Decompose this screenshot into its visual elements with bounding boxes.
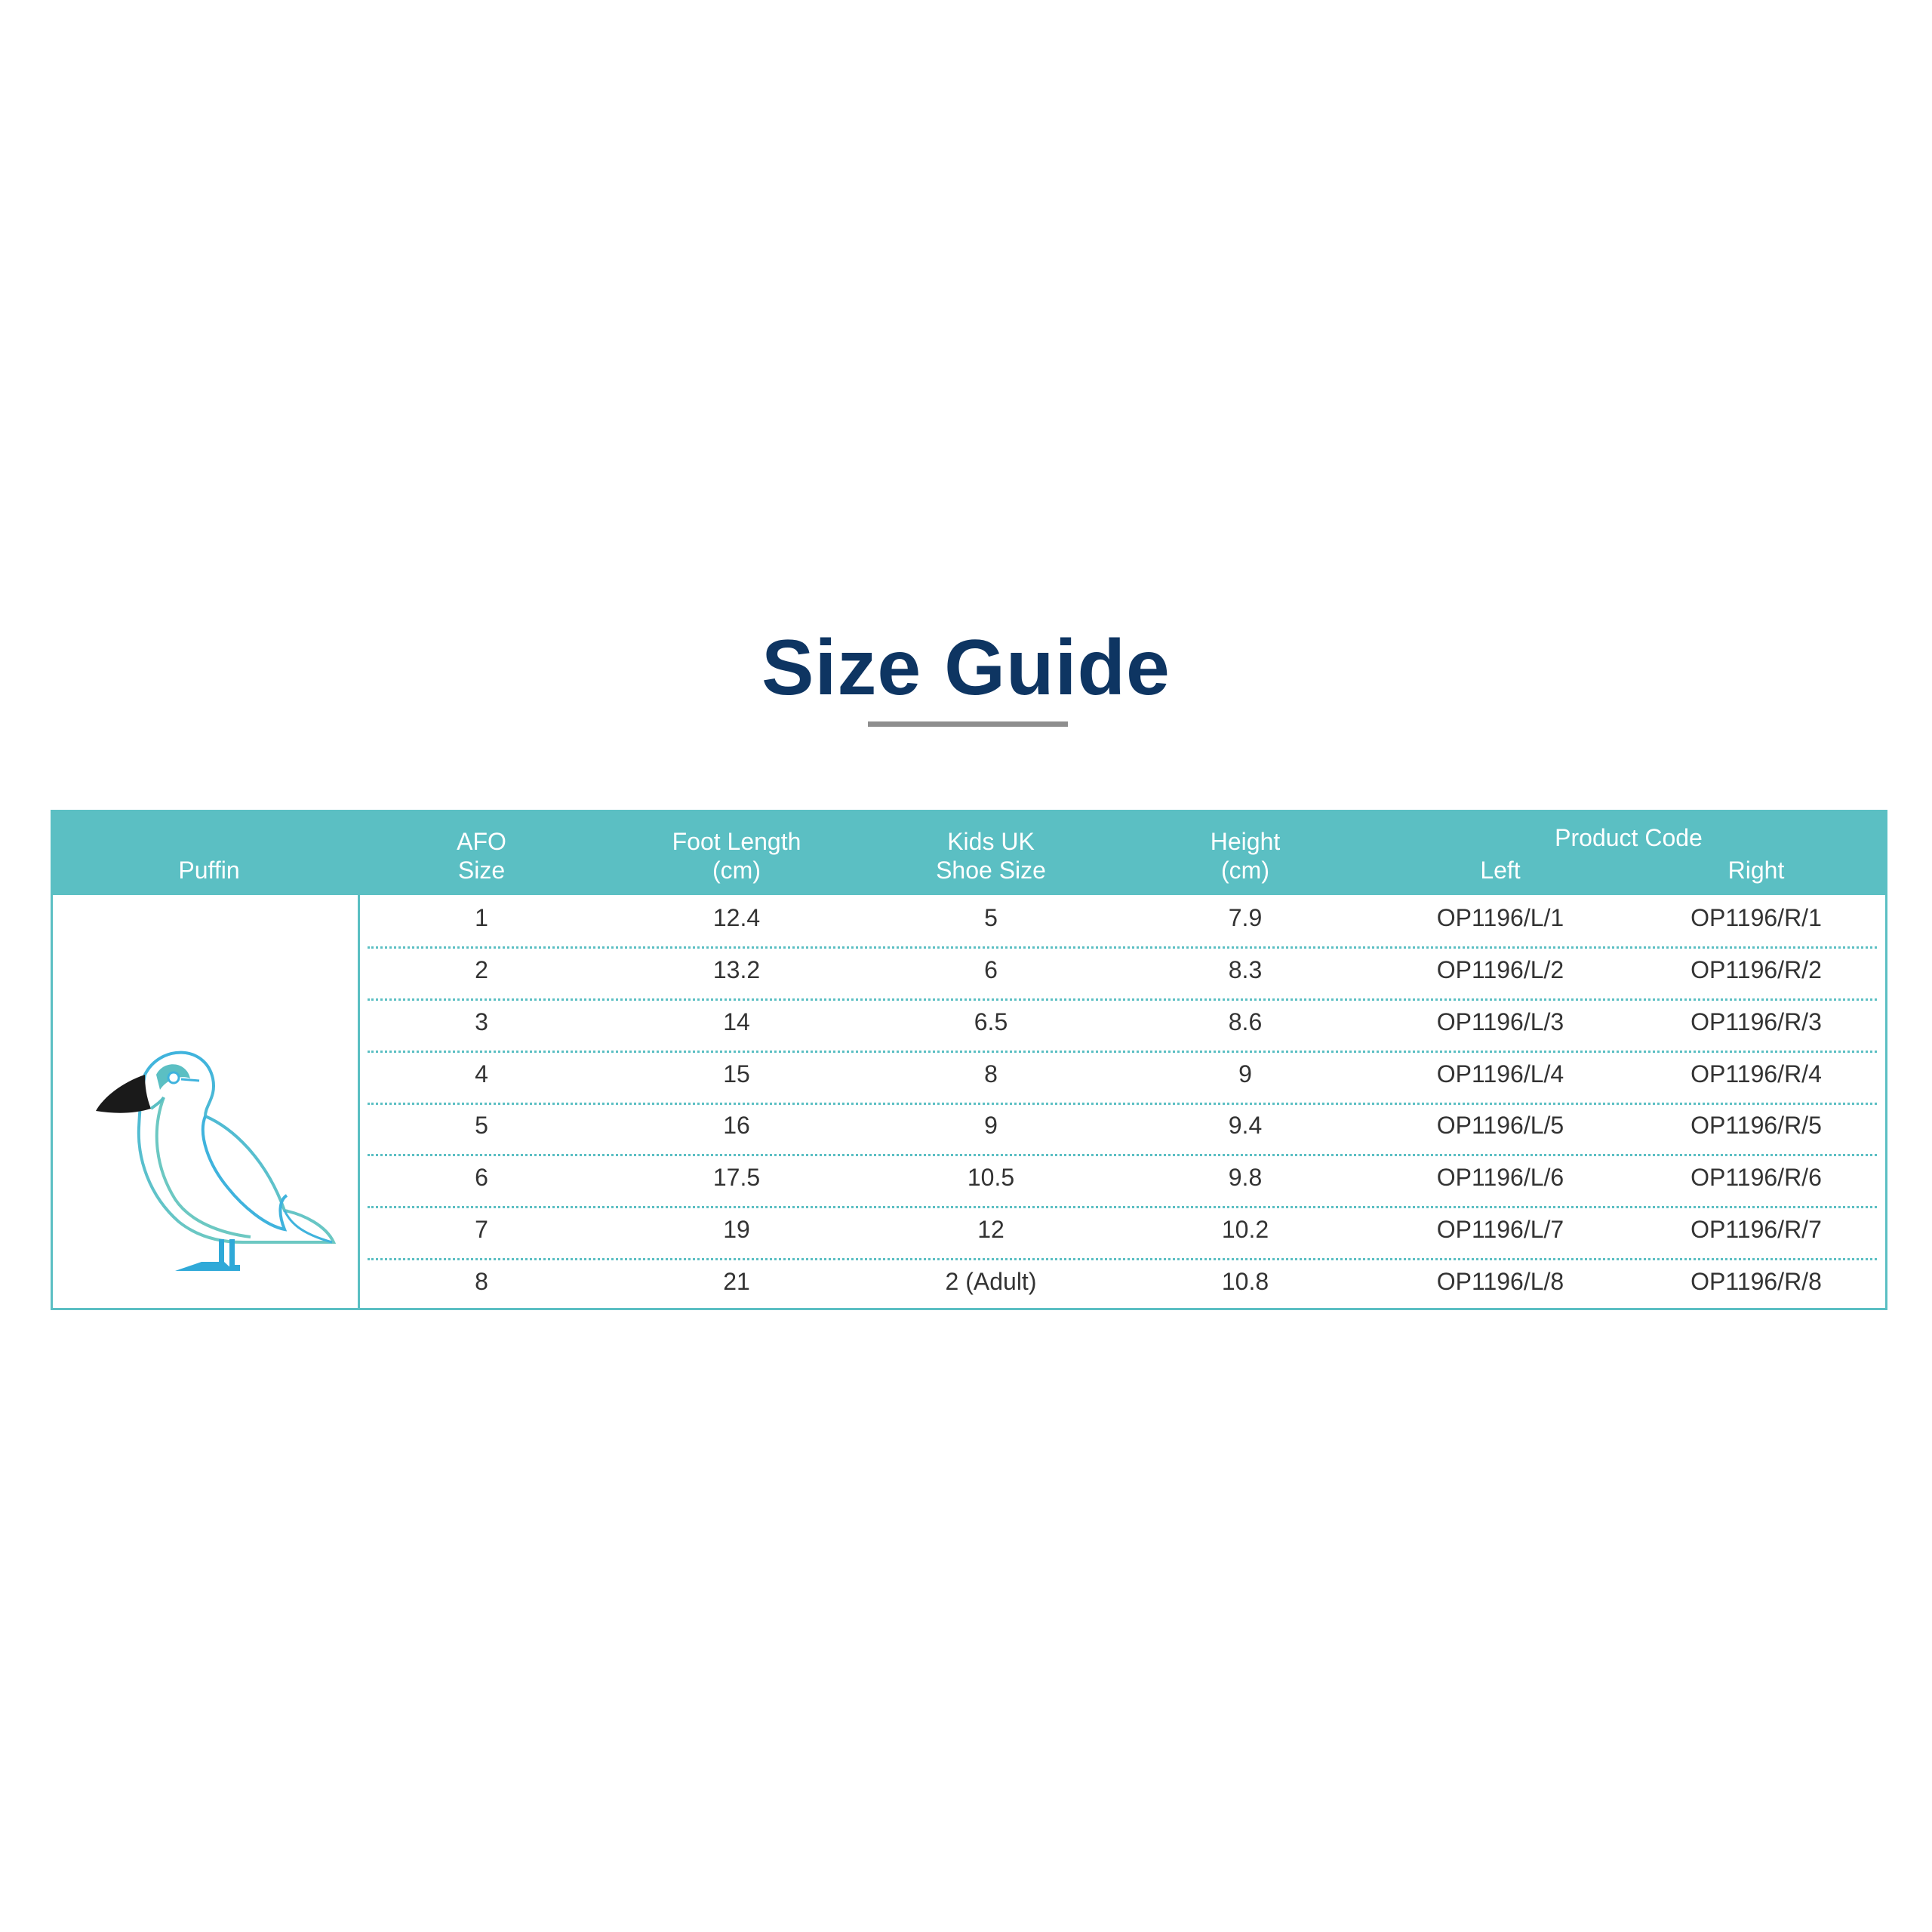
header-height-line1: Height <box>1210 828 1281 855</box>
cell-afo-size: 2 <box>475 956 488 983</box>
title-underline <box>868 721 1068 727</box>
cell-height: 8.6 <box>1228 1008 1263 1035</box>
cell-code-right: OP1196/R/6 <box>1690 1164 1822 1191</box>
cell-code-left: OP1196/L/4 <box>1436 1060 1564 1088</box>
cell-code-left: OP1196/L/8 <box>1436 1268 1564 1295</box>
table-row <box>360 1001 1884 1053</box>
cell-height: 8.3 <box>1228 956 1263 983</box>
header-foot-length-line2: (cm) <box>712 857 761 884</box>
table-row <box>360 1053 1884 1105</box>
table-row <box>360 1156 1884 1208</box>
size-table <box>51 810 1887 1310</box>
cell-code-left: OP1196/L/2 <box>1436 956 1564 983</box>
cell-foot-length: 16 <box>723 1112 750 1139</box>
table-row <box>360 949 1884 1001</box>
cell-afo-size: 6 <box>475 1164 488 1191</box>
header-right: Right <box>1727 857 1785 884</box>
cell-code-right: OP1196/R/1 <box>1690 904 1822 931</box>
puffin-icon <box>92 1044 341 1278</box>
cell-foot-length: 17.5 <box>712 1164 761 1191</box>
cell-code-left: OP1196/L/6 <box>1436 1164 1564 1191</box>
header-height-line2: (cm) <box>1221 857 1269 884</box>
cell-kids-uk-size: 8 <box>984 1060 998 1088</box>
cell-code-right: OP1196/R/5 <box>1690 1112 1822 1139</box>
header-kids-uk-line1: Kids UK <box>947 828 1035 855</box>
table-row <box>360 1208 1884 1260</box>
header-puffin: Puffin <box>178 857 240 884</box>
cell-kids-uk-size: 6.5 <box>974 1008 1008 1035</box>
cell-kids-uk-size: 12 <box>977 1216 1004 1243</box>
table-header <box>53 812 1885 895</box>
header-product-code: Product Code <box>1555 824 1703 851</box>
header-foot-length-line1: Foot Length <box>672 828 801 855</box>
table-row <box>360 1260 1884 1310</box>
cell-height: 9.8 <box>1228 1164 1263 1191</box>
puffin-image-cell <box>53 895 358 1310</box>
cell-kids-uk-size: 5 <box>984 904 998 931</box>
cell-afo-size: 7 <box>475 1216 488 1243</box>
cell-height: 9 <box>1238 1060 1252 1088</box>
page-title: Size Guide <box>761 624 1171 712</box>
cell-foot-length: 15 <box>723 1060 750 1088</box>
cell-foot-length: 13.2 <box>712 956 761 983</box>
header-afo-size-line1: AFO <box>457 828 506 855</box>
cell-code-left: OP1196/L/3 <box>1436 1008 1564 1035</box>
cell-foot-length: 21 <box>723 1268 750 1295</box>
cell-code-right: OP1196/R/7 <box>1690 1216 1822 1243</box>
cell-kids-uk-size: 10.5 <box>967 1164 1015 1191</box>
cell-code-right: OP1196/R/3 <box>1690 1008 1822 1035</box>
cell-afo-size: 1 <box>475 904 488 931</box>
cell-code-left: OP1196/L/1 <box>1436 904 1564 931</box>
cell-height: 10.8 <box>1221 1268 1269 1295</box>
cell-code-right: OP1196/R/8 <box>1690 1268 1822 1295</box>
cell-code-right: OP1196/R/2 <box>1690 956 1822 983</box>
cell-afo-size: 3 <box>475 1008 488 1035</box>
cell-afo-size: 5 <box>475 1112 488 1139</box>
cell-code-left: OP1196/L/7 <box>1436 1216 1564 1243</box>
cell-code-left: OP1196/L/5 <box>1436 1112 1564 1139</box>
header-kids-uk-line2: Shoe Size <box>936 857 1046 884</box>
cell-kids-uk-size: 2 (Adult) <box>945 1268 1037 1295</box>
cell-height: 10.2 <box>1221 1216 1269 1243</box>
header-left: Left <box>1480 857 1521 884</box>
header-afo-size-line2: Size <box>457 857 506 884</box>
cell-foot-length: 14 <box>723 1008 750 1035</box>
cell-foot-length: 19 <box>723 1216 750 1243</box>
cell-code-right: OP1196/R/4 <box>1690 1060 1822 1088</box>
cell-kids-uk-size: 6 <box>984 956 998 983</box>
cell-foot-length: 12.4 <box>712 904 761 931</box>
cell-afo-size: 4 <box>475 1060 488 1088</box>
cell-height: 7.9 <box>1228 904 1263 931</box>
cell-kids-uk-size: 9 <box>984 1112 998 1139</box>
cell-height: 9.4 <box>1228 1112 1263 1139</box>
cell-afo-size: 8 <box>475 1268 488 1295</box>
table-row <box>360 897 1884 949</box>
table-row <box>360 1104 1884 1156</box>
